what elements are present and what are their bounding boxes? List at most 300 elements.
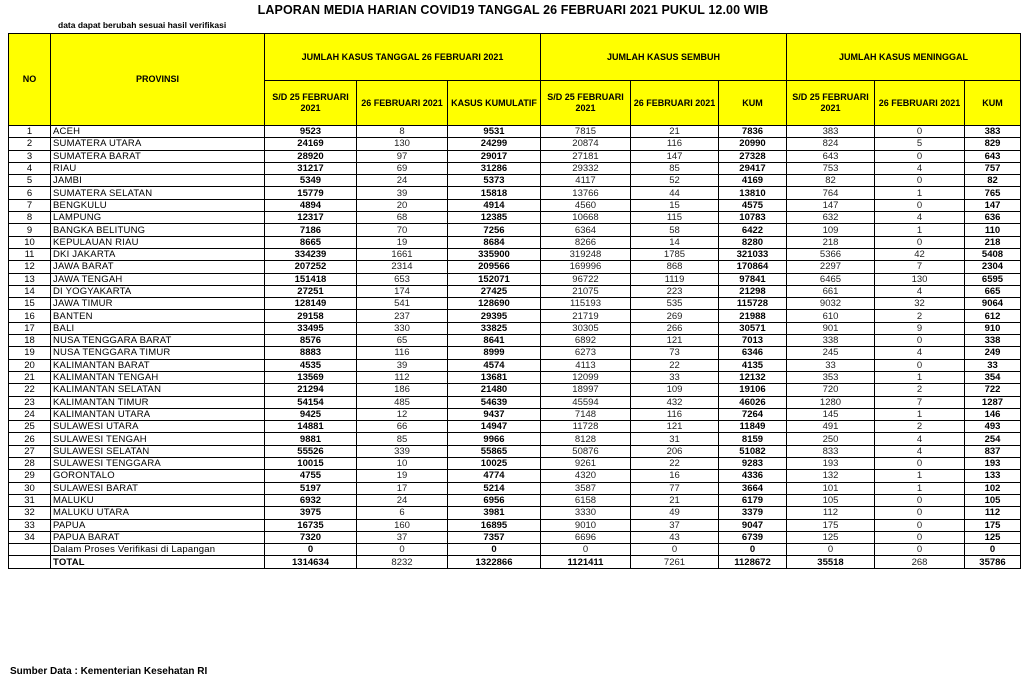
cell-meninggal-kum: 636 (965, 212, 1021, 224)
cell-meninggal-sd25: 338 (787, 335, 875, 347)
cell-sembuh-kum: 13810 (719, 187, 787, 199)
cell-sembuh-feb26: 73 (631, 347, 719, 359)
cell-kasus-kumulatif: 7256 (448, 224, 541, 236)
cell-kasus-kumulatif: 8641 (448, 335, 541, 347)
cell-kasus-kumulatif: 6956 (448, 494, 541, 506)
cell-meninggal-feb26: 9 (875, 322, 965, 334)
cell-kasus-kumulatif: 9437 (448, 408, 541, 420)
table-row (9, 531, 1021, 543)
cell-kasus-sd25: 28920 (265, 150, 357, 162)
cell-meninggal-sd25: 353 (787, 371, 875, 383)
cell-provinsi: MALUKU UTARA (51, 507, 265, 519)
cell-meninggal-feb26: 42 (875, 248, 965, 260)
cell-meninggal-feb26: 0 (875, 519, 965, 531)
cell-sembuh-kum: 19106 (719, 384, 787, 396)
total-meninggal-sd25: 35518 (787, 556, 875, 568)
cell-meninggal-sd25: 383 (787, 126, 875, 138)
cell-sembuh-feb26: 22 (631, 458, 719, 470)
cell-sembuh-sd25: 96722 (541, 273, 631, 285)
cell-kasus-sd25: 9425 (265, 408, 357, 420)
cell-kasus-kumulatif: 128690 (448, 298, 541, 310)
covid-report-table (8, 33, 1021, 569)
cell-kasus-sd25: 8576 (265, 335, 357, 347)
table-row (9, 187, 1021, 199)
cell-sembuh-kum: 20990 (719, 138, 787, 150)
cell-kasus-sd25: 13569 (265, 371, 357, 383)
cell-meninggal-sd25: 82 (787, 175, 875, 187)
cell-meninggal-feb26: 32 (875, 298, 965, 310)
cell-provinsi: ACEH (51, 126, 265, 138)
cell-kasus-sd25: 27251 (265, 285, 357, 297)
cell-sembuh-kum: 30571 (719, 322, 787, 334)
cell-kasus-feb26: 116 (357, 347, 448, 359)
cell-sembuh-kum: 321033 (719, 248, 787, 260)
cell-sembuh-feb26: 1119 (631, 273, 719, 285)
cell-sembuh-sd25: 29332 (541, 162, 631, 174)
cell-kasus-sd25: 334239 (265, 248, 357, 260)
cell-provinsi: SULAWESI UTARA (51, 421, 265, 433)
cell-sembuh-sd25: 319248 (541, 248, 631, 260)
cell-provinsi: BENGKULU (51, 199, 265, 211)
cell-kasus-feb26: 237 (357, 310, 448, 322)
cell-kasus-kumulatif: 31286 (448, 162, 541, 174)
cell-kasus-sd25: 15779 (265, 187, 357, 199)
cell-kasus-kumulatif: 21480 (448, 384, 541, 396)
cell-sembuh-kum: 115728 (719, 298, 787, 310)
cell-meninggal-sd25: 824 (787, 138, 875, 150)
cell-meninggal-feb26: 0 (875, 150, 965, 162)
cell-meninggal-sd25: 145 (787, 408, 875, 420)
cell-kasus-feb26: 541 (357, 298, 448, 310)
cell-no: 10 (9, 236, 51, 248)
cell-sembuh-sd25: 8266 (541, 236, 631, 248)
cell-no: 14 (9, 285, 51, 297)
header-sembuh-kum: KUM (719, 81, 787, 126)
cell-sembuh-kum: 170864 (719, 261, 787, 273)
cell-kasus-sd25: 21294 (265, 384, 357, 396)
cell-kasus-feb26: 112 (357, 371, 448, 383)
cell-sembuh-feb26: 109 (631, 384, 719, 396)
table-row (9, 408, 1021, 420)
cell-sembuh-sd25: 6696 (541, 531, 631, 543)
cell-no: 25 (9, 421, 51, 433)
cell-kasus-feb26: 69 (357, 162, 448, 174)
cell-sembuh-feb26: 52 (631, 175, 719, 187)
cell-sembuh-feb26: 58 (631, 224, 719, 236)
cell-provinsi: BANGKA BELITUNG (51, 224, 265, 236)
cell-meninggal-sd25: 125 (787, 531, 875, 543)
cell-sembuh-sd25: 9261 (541, 458, 631, 470)
cell-meninggal-kum: 354 (965, 371, 1021, 383)
total-meninggal-kum: 35786 (965, 556, 1021, 568)
cell-sembuh-sd25: 20874 (541, 138, 631, 150)
cell-no: 11 (9, 248, 51, 260)
cell-sembuh-kum: 97841 (719, 273, 787, 285)
cell-meninggal-kum: 837 (965, 445, 1021, 457)
cell-sembuh-sd25: 4560 (541, 199, 631, 211)
cell-meninggal-kum: 105 (965, 494, 1021, 506)
cell-kasus-feb26: 97 (357, 150, 448, 162)
cell-meninggal-sd25: 833 (787, 445, 875, 457)
cell-sembuh-feb26: 121 (631, 421, 719, 433)
cell-provinsi: GORONTALO (51, 470, 265, 482)
cell-provinsi: NUSA TENGGARA TIMUR (51, 347, 265, 359)
cell-provinsi: KALIMANTAN TENGAH (51, 371, 265, 383)
cell-sembuh-kum: 6422 (719, 224, 787, 236)
header-kasus-feb26: 26 FEBRUARI 2021 (357, 81, 448, 126)
cell-sembuh-kum: 51082 (719, 445, 787, 457)
cell-provinsi: LAMPUNG (51, 212, 265, 224)
table-row (9, 507, 1021, 519)
cell-meninggal-kum: 82 (965, 175, 1021, 187)
cell-sembuh-kum: 10783 (719, 212, 787, 224)
cell-no: 27 (9, 445, 51, 457)
cell-sembuh-kum: 8280 (719, 236, 787, 248)
cell-kasus-sd25: 207252 (265, 261, 357, 273)
cell-meninggal-sd25: 753 (787, 162, 875, 174)
cell-sembuh-kum: 8159 (719, 433, 787, 445)
cell-kasus-kumulatif: 9531 (448, 126, 541, 138)
cell-sembuh-kum: 4336 (719, 470, 787, 482)
cell-no (9, 556, 51, 568)
cell-sembuh-sd25: 30305 (541, 322, 631, 334)
cell-meninggal-kum: 338 (965, 335, 1021, 347)
cell-meninggal-kum: 125 (965, 531, 1021, 543)
cell-kasus-sd25: 5349 (265, 175, 357, 187)
cell-no: 21 (9, 371, 51, 383)
cell-provinsi: JAWA TIMUR (51, 298, 265, 310)
cell-meninggal-sd25: 643 (787, 150, 875, 162)
cell-kasus-feb26: 0 (357, 544, 448, 556)
cell-kasus-kumulatif: 8684 (448, 236, 541, 248)
cell-meninggal-feb26: 4 (875, 433, 965, 445)
cell-kasus-feb26: 1661 (357, 248, 448, 260)
cell-sembuh-sd25: 7815 (541, 126, 631, 138)
verification-note: data dapat berubah sesuai hasil verifikasi (58, 20, 227, 30)
table-row (9, 519, 1021, 531)
cell-sembuh-sd25: 21075 (541, 285, 631, 297)
header-sembuh-sd25: S/D 25 FEBRUARI 2021 (541, 81, 631, 126)
cell-meninggal-feb26: 5 (875, 138, 965, 150)
cell-meninggal-feb26: 0 (875, 507, 965, 519)
cell-meninggal-kum: 193 (965, 458, 1021, 470)
cell-sembuh-sd25: 9010 (541, 519, 631, 531)
cell-meninggal-sd25: 112 (787, 507, 875, 519)
cell-sembuh-sd25: 3587 (541, 482, 631, 494)
cell-sembuh-feb26: 206 (631, 445, 719, 457)
cell-kasus-sd25: 14881 (265, 421, 357, 433)
cell-meninggal-feb26: 4 (875, 162, 965, 174)
total-meninggal-feb26: 268 (875, 556, 965, 568)
cell-provinsi: RIAU (51, 162, 265, 174)
cell-sembuh-feb26: 115 (631, 212, 719, 224)
cell-kasus-feb26: 12 (357, 408, 448, 420)
source-note: Sumber Data : Kementerian Kesehatan RI (10, 666, 208, 677)
cell-sembuh-kum: 27328 (719, 150, 787, 162)
table-row (9, 248, 1021, 260)
cell-kasus-feb26: 6 (357, 507, 448, 519)
cell-meninggal-feb26: 1 (875, 224, 965, 236)
cell-sembuh-sd25: 6364 (541, 224, 631, 236)
cell-kasus-kumulatif: 29395 (448, 310, 541, 322)
cell-meninggal-sd25: 2297 (787, 261, 875, 273)
cell-sembuh-sd25: 3330 (541, 507, 631, 519)
cell-provinsi: JAWA TENGAH (51, 273, 265, 285)
cell-kasus-kumulatif: 335900 (448, 248, 541, 260)
table-row (9, 273, 1021, 285)
cell-sembuh-feb26: 269 (631, 310, 719, 322)
cell-meninggal-feb26: 7 (875, 396, 965, 408)
cell-sembuh-kum: 0 (719, 544, 787, 556)
cell-meninggal-kum: 829 (965, 138, 1021, 150)
table-row (9, 285, 1021, 297)
cell-kasus-feb26: 653 (357, 273, 448, 285)
cell-meninggal-kum: 493 (965, 421, 1021, 433)
cell-sembuh-sd25: 11728 (541, 421, 631, 433)
cell-kasus-sd25: 9881 (265, 433, 357, 445)
cell-kasus-sd25: 5197 (265, 482, 357, 494)
cell-meninggal-kum: 102 (965, 482, 1021, 494)
cell-sembuh-feb26: 116 (631, 408, 719, 420)
cell-kasus-feb26: 17 (357, 482, 448, 494)
cell-kasus-feb26: 20 (357, 199, 448, 211)
cell-meninggal-sd25: 218 (787, 236, 875, 248)
cell-meninggal-kum: 254 (965, 433, 1021, 445)
table-row (9, 470, 1021, 482)
cell-meninggal-sd25: 132 (787, 470, 875, 482)
cell-meninggal-sd25: 6465 (787, 273, 875, 285)
table-row (9, 138, 1021, 150)
cell-no: 9 (9, 224, 51, 236)
cell-kasus-feb26: 39 (357, 187, 448, 199)
cell-kasus-kumulatif: 5214 (448, 482, 541, 494)
header-group-kasus: JUMLAH KASUS TANGGAL 26 FEBRUARI 2021 (265, 34, 541, 81)
cell-no: 31 (9, 494, 51, 506)
cell-sembuh-sd25: 13766 (541, 187, 631, 199)
cell-meninggal-kum: 146 (965, 408, 1021, 420)
cell-provinsi: BANTEN (51, 310, 265, 322)
header-kasus-kumulatif: KASUS KUMULATIF (448, 81, 541, 126)
cell-meninggal-sd25: 175 (787, 519, 875, 531)
cell-provinsi: SUMATERA UTARA (51, 138, 265, 150)
cell-sembuh-feb26: 0 (631, 544, 719, 556)
cell-kasus-sd25: 31217 (265, 162, 357, 174)
cell-sembuh-sd25: 0 (541, 544, 631, 556)
cell-sembuh-kum: 11849 (719, 421, 787, 433)
cell-meninggal-sd25: 632 (787, 212, 875, 224)
cell-provinsi: SULAWESI TENGAH (51, 433, 265, 445)
cell-kasus-sd25: 151418 (265, 273, 357, 285)
cell-meninggal-kum: 910 (965, 322, 1021, 334)
table-row (9, 199, 1021, 211)
cell-kasus-kumulatif: 9966 (448, 433, 541, 445)
cell-meninggal-feb26: 0 (875, 544, 965, 556)
cell-provinsi: SUMATERA BARAT (51, 150, 265, 162)
cell-kasus-feb26: 130 (357, 138, 448, 150)
cell-kasus-feb26: 160 (357, 519, 448, 531)
cell-meninggal-kum: 133 (965, 470, 1021, 482)
cell-meninggal-feb26: 1 (875, 470, 965, 482)
cell-sembuh-kum: 6739 (719, 531, 787, 543)
table-row (9, 212, 1021, 224)
cell-meninggal-sd25: 720 (787, 384, 875, 396)
cell-meninggal-feb26: 2 (875, 384, 965, 396)
cell-no: 32 (9, 507, 51, 519)
cell-kasus-sd25: 4894 (265, 199, 357, 211)
cell-meninggal-feb26: 0 (875, 126, 965, 138)
cell-kasus-sd25: 4535 (265, 359, 357, 371)
total-sembuh-feb26: 7261 (631, 556, 719, 568)
cell-sembuh-sd25: 115193 (541, 298, 631, 310)
cell-sembuh-sd25: 4113 (541, 359, 631, 371)
cell-meninggal-feb26: 1 (875, 482, 965, 494)
cell-sembuh-kum: 9047 (719, 519, 787, 531)
cell-kasus-feb26: 186 (357, 384, 448, 396)
header-no: NO (9, 34, 51, 126)
cell-sembuh-feb26: 22 (631, 359, 719, 371)
cell-kasus-kumulatif: 33825 (448, 322, 541, 334)
cell-sembuh-kum: 3379 (719, 507, 787, 519)
table-row (9, 298, 1021, 310)
table-row (9, 224, 1021, 236)
cell-kasus-sd25: 54154 (265, 396, 357, 408)
cell-sembuh-feb26: 77 (631, 482, 719, 494)
cell-kasus-sd25: 16735 (265, 519, 357, 531)
cell-sembuh-sd25: 6273 (541, 347, 631, 359)
cell-kasus-kumulatif: 13681 (448, 371, 541, 383)
cell-no (9, 544, 51, 556)
cell-kasus-kumulatif: 8999 (448, 347, 541, 359)
cell-kasus-kumulatif: 0 (448, 544, 541, 556)
table-body (9, 126, 1021, 569)
cell-kasus-sd25: 7320 (265, 531, 357, 543)
table-row (9, 126, 1021, 138)
cell-provinsi: PAPUA BARAT (51, 531, 265, 543)
cell-sembuh-kum: 21988 (719, 310, 787, 322)
header-meninggal-sd25: S/D 25 FEBRUARI 2021 (787, 81, 875, 126)
cell-provinsi: KALIMANTAN TIMUR (51, 396, 265, 408)
cell-meninggal-kum: 643 (965, 150, 1021, 162)
cell-no: 4 (9, 162, 51, 174)
cell-kasus-kumulatif: 24299 (448, 138, 541, 150)
cell-kasus-sd25: 4755 (265, 470, 357, 482)
cell-no: 16 (9, 310, 51, 322)
table-row (9, 433, 1021, 445)
table-row (9, 384, 1021, 396)
cell-provinsi: DI YOGYAKARTA (51, 285, 265, 297)
cell-sembuh-feb26: 266 (631, 322, 719, 334)
cell-kasus-feb26: 339 (357, 445, 448, 457)
cell-sembuh-feb26: 16 (631, 470, 719, 482)
cell-sembuh-kum: 4135 (719, 359, 787, 371)
table-row (9, 482, 1021, 494)
cell-meninggal-feb26: 4 (875, 285, 965, 297)
cell-meninggal-kum: 147 (965, 199, 1021, 211)
cell-kasus-sd25: 8665 (265, 236, 357, 248)
cell-kasus-kumulatif: 29017 (448, 150, 541, 162)
cell-provinsi: NUSA TENGGARA BARAT (51, 335, 265, 347)
cell-meninggal-kum: 0 (965, 544, 1021, 556)
cell-kasus-kumulatif: 54639 (448, 396, 541, 408)
cell-kasus-sd25: 12317 (265, 212, 357, 224)
cell-meninggal-kum: 1287 (965, 396, 1021, 408)
cell-sembuh-feb26: 116 (631, 138, 719, 150)
cell-meninggal-sd25: 147 (787, 199, 875, 211)
cell-meninggal-feb26: 4 (875, 212, 965, 224)
cell-sembuh-kum: 21298 (719, 285, 787, 297)
cell-kasus-kumulatif: 209566 (448, 261, 541, 273)
cell-kasus-kumulatif: 3981 (448, 507, 541, 519)
cell-kasus-feb26: 174 (357, 285, 448, 297)
cell-sembuh-feb26: 37 (631, 519, 719, 531)
cell-kasus-feb26: 37 (357, 531, 448, 543)
cell-no: 18 (9, 335, 51, 347)
cell-provinsi: BALI (51, 322, 265, 334)
cell-sembuh-sd25: 21719 (541, 310, 631, 322)
cell-sembuh-feb26: 1785 (631, 248, 719, 260)
cell-kasus-sd25: 55526 (265, 445, 357, 457)
cell-provinsi: SULAWESI SELATAN (51, 445, 265, 457)
table-row (9, 310, 1021, 322)
cell-sembuh-feb26: 43 (631, 531, 719, 543)
cell-provinsi: SULAWESI TENGGARA (51, 458, 265, 470)
cell-meninggal-sd25: 661 (787, 285, 875, 297)
total-kasus-sd25: 1314634 (265, 556, 357, 568)
cell-meninggal-kum: 2304 (965, 261, 1021, 273)
header-sembuh-feb26: 26 FEBRUARI 2021 (631, 81, 719, 126)
header-group-sembuh: JUMLAH KASUS SEMBUH (541, 34, 787, 81)
cell-kasus-feb26: 19 (357, 470, 448, 482)
cell-no: 26 (9, 433, 51, 445)
cell-sembuh-feb26: 432 (631, 396, 719, 408)
report-title: LAPORAN MEDIA HARIAN COVID19 TANGGAL 26 FEBRUARI 2021 PUKUL 12.00 WIB (257, 3, 769, 17)
cell-sembuh-sd25: 10668 (541, 212, 631, 224)
cell-kasus-sd25: 3975 (265, 507, 357, 519)
cell-kasus-kumulatif: 7357 (448, 531, 541, 543)
cell-sembuh-kum: 6346 (719, 347, 787, 359)
total-sembuh-sd25: 1121411 (541, 556, 631, 568)
table-row (9, 261, 1021, 273)
header-meninggal-kum: KUM (965, 81, 1021, 126)
cell-no: 7 (9, 199, 51, 211)
cell-meninggal-sd25: 5366 (787, 248, 875, 260)
cell-sembuh-feb26: 14 (631, 236, 719, 248)
cell-provinsi: KEPULAUAN RIAU (51, 236, 265, 248)
cell-sembuh-sd25: 45594 (541, 396, 631, 408)
cell-sembuh-kum: 3664 (719, 482, 787, 494)
cell-no: 5 (9, 175, 51, 187)
cell-no: 15 (9, 298, 51, 310)
cell-meninggal-sd25: 250 (787, 433, 875, 445)
cell-meninggal-kum: 9064 (965, 298, 1021, 310)
cell-sembuh-feb26: 223 (631, 285, 719, 297)
cell-no: 30 (9, 482, 51, 494)
cell-kasus-kumulatif: 5373 (448, 175, 541, 187)
cell-meninggal-kum: 722 (965, 384, 1021, 396)
cell-kasus-feb26: 485 (357, 396, 448, 408)
table-row (9, 335, 1021, 347)
cell-kasus-feb26: 330 (357, 322, 448, 334)
cell-sembuh-kum: 29417 (719, 162, 787, 174)
cell-meninggal-sd25: 610 (787, 310, 875, 322)
cell-sembuh-feb26: 147 (631, 150, 719, 162)
table-row (9, 458, 1021, 470)
cell-meninggal-kum: 383 (965, 126, 1021, 138)
cell-kasus-sd25: 8883 (265, 347, 357, 359)
cell-provinsi: SULAWESI BARAT (51, 482, 265, 494)
cell-meninggal-sd25: 764 (787, 187, 875, 199)
cell-sembuh-feb26: 85 (631, 162, 719, 174)
